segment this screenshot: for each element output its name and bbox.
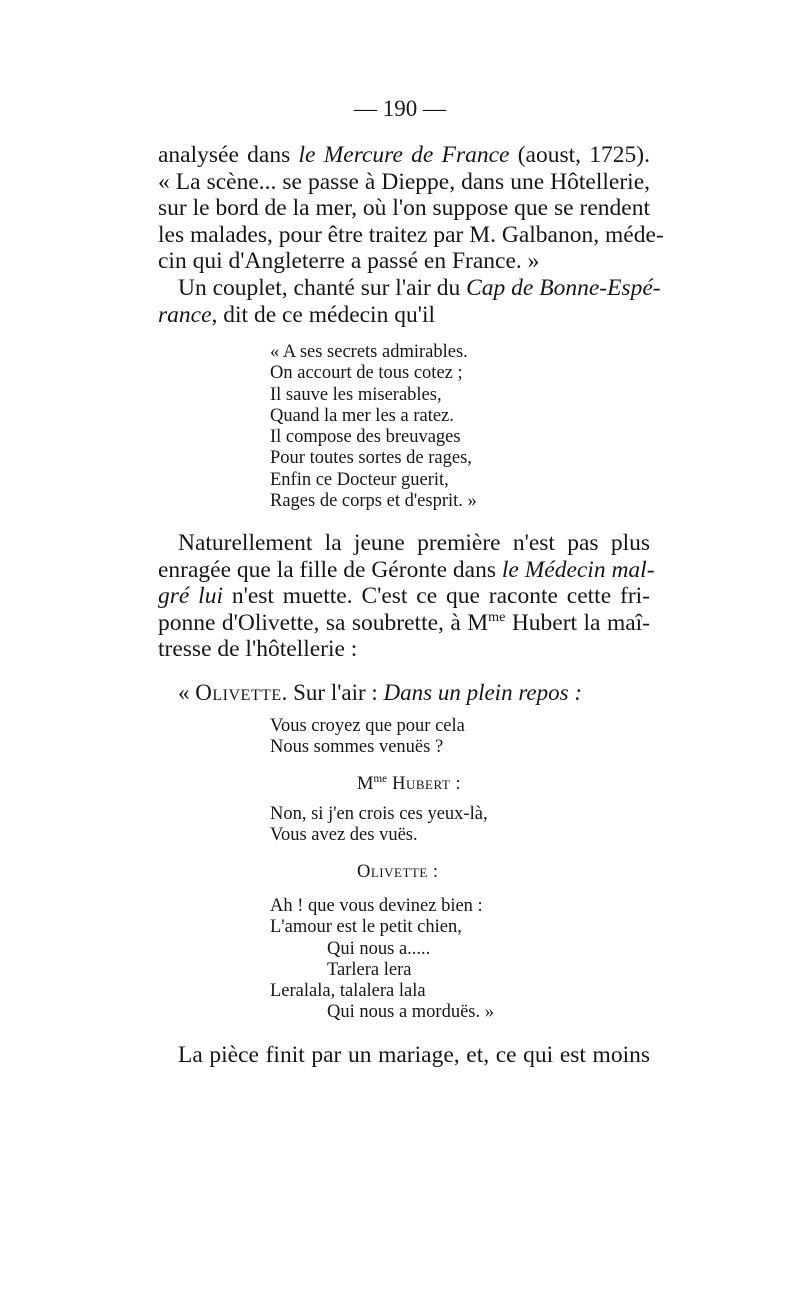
speaker-hubert: $M^{me}$ Hubert : bbox=[357, 772, 462, 794]
verse-line: Qui nous a..... bbox=[327, 938, 431, 959]
verse-couplet bbox=[270, 342, 477, 512]
verse-line: L'amour est le petit chien, bbox=[270, 917, 462, 938]
verse-line: Leralala, talalera lala bbox=[270, 981, 426, 1002]
verse-line: Non, si j'en crois ces yeux-là, bbox=[270, 804, 488, 824]
verse-olivette-1 bbox=[270, 716, 465, 759]
verse-line: On accourt de tous cotez ; bbox=[270, 363, 463, 384]
paragraph-mariage bbox=[158, 1042, 650, 1069]
verse-line: Il sauve les miserables, bbox=[270, 384, 442, 405]
verse-line: Ah ! que vous devinez bien : bbox=[270, 896, 483, 916]
verse-line: Rages de corps et d'esprit. » bbox=[270, 491, 477, 512]
verse-line: Il compose des breuvages bbox=[270, 427, 461, 448]
verse-line: « A ses secrets admirables. bbox=[270, 342, 468, 362]
speaker-olivette-air: « Olivette. Sur l'air : Dans un plein repos : bbox=[178, 680, 582, 705]
verse-line: Pour toutes sortes de rages, bbox=[270, 448, 472, 469]
verse-line: Quand la mer les a ratez. bbox=[270, 405, 454, 426]
text-line: ponne d'Olivette, sa soubrette, à $M^{me}$ Hubert la maî- bbox=[158, 608, 651, 636]
paragraph-couplet bbox=[158, 275, 661, 328]
speaker-olivette: Olivette : bbox=[357, 862, 439, 882]
text-line: cin qui d'Angleterre a passé en France. » bbox=[158, 248, 540, 275]
verse-hubert bbox=[270, 804, 488, 847]
text-line: gré lui n'est muette. C'est ce que raconte cette fri- bbox=[158, 583, 650, 610]
text-line: « La scène... se passe à Dieppe, dans une Hôtellerie, bbox=[158, 168, 650, 195]
text-line: rance, dit de ce médecin qu'il bbox=[158, 301, 436, 328]
verse-line: Nous sommes venuës ? bbox=[270, 737, 444, 758]
text-line: La pièce finit par un mariage, et, ce qui est moins bbox=[178, 1042, 650, 1068]
page-number: — 190 — bbox=[354, 96, 446, 121]
text-line: Un couplet, chanté sur l'air du Cap de Bonne-Espé- bbox=[178, 275, 661, 301]
verse-line: Enfin ce Docteur guerit, bbox=[270, 469, 449, 490]
speaker-name: Olivette bbox=[195, 680, 282, 705]
verse-olivette-2 bbox=[270, 896, 494, 1024]
text-line: analysée dans le Mercure de France (aoust, 1725). bbox=[158, 142, 650, 168]
text-line: les malades, pour être traitez par M. Galbanon, méde- bbox=[158, 221, 664, 248]
verse-line: Qui nous a morduës. » bbox=[327, 1002, 494, 1023]
verse-line: Tarlera lera bbox=[327, 959, 412, 980]
air-title: Dans un plein repos : bbox=[383, 680, 582, 705]
verse-line: Vous avez des vuës. bbox=[270, 825, 418, 846]
verse-line: Vous croyez que pour cela bbox=[270, 716, 465, 736]
text-line: tresse de l'hôtellerie : bbox=[158, 636, 358, 663]
text-line: enragée que la fille de Géronte dans le Médecin mal- bbox=[158, 556, 655, 583]
text-line: sur le bord de la mer, où l'on suppose que se rendent bbox=[158, 195, 650, 222]
paragraph-olivette bbox=[158, 530, 655, 663]
text-line: Naturellement la jeune première n'est pas plus bbox=[178, 530, 650, 556]
paragraph-mercure bbox=[158, 142, 664, 275]
